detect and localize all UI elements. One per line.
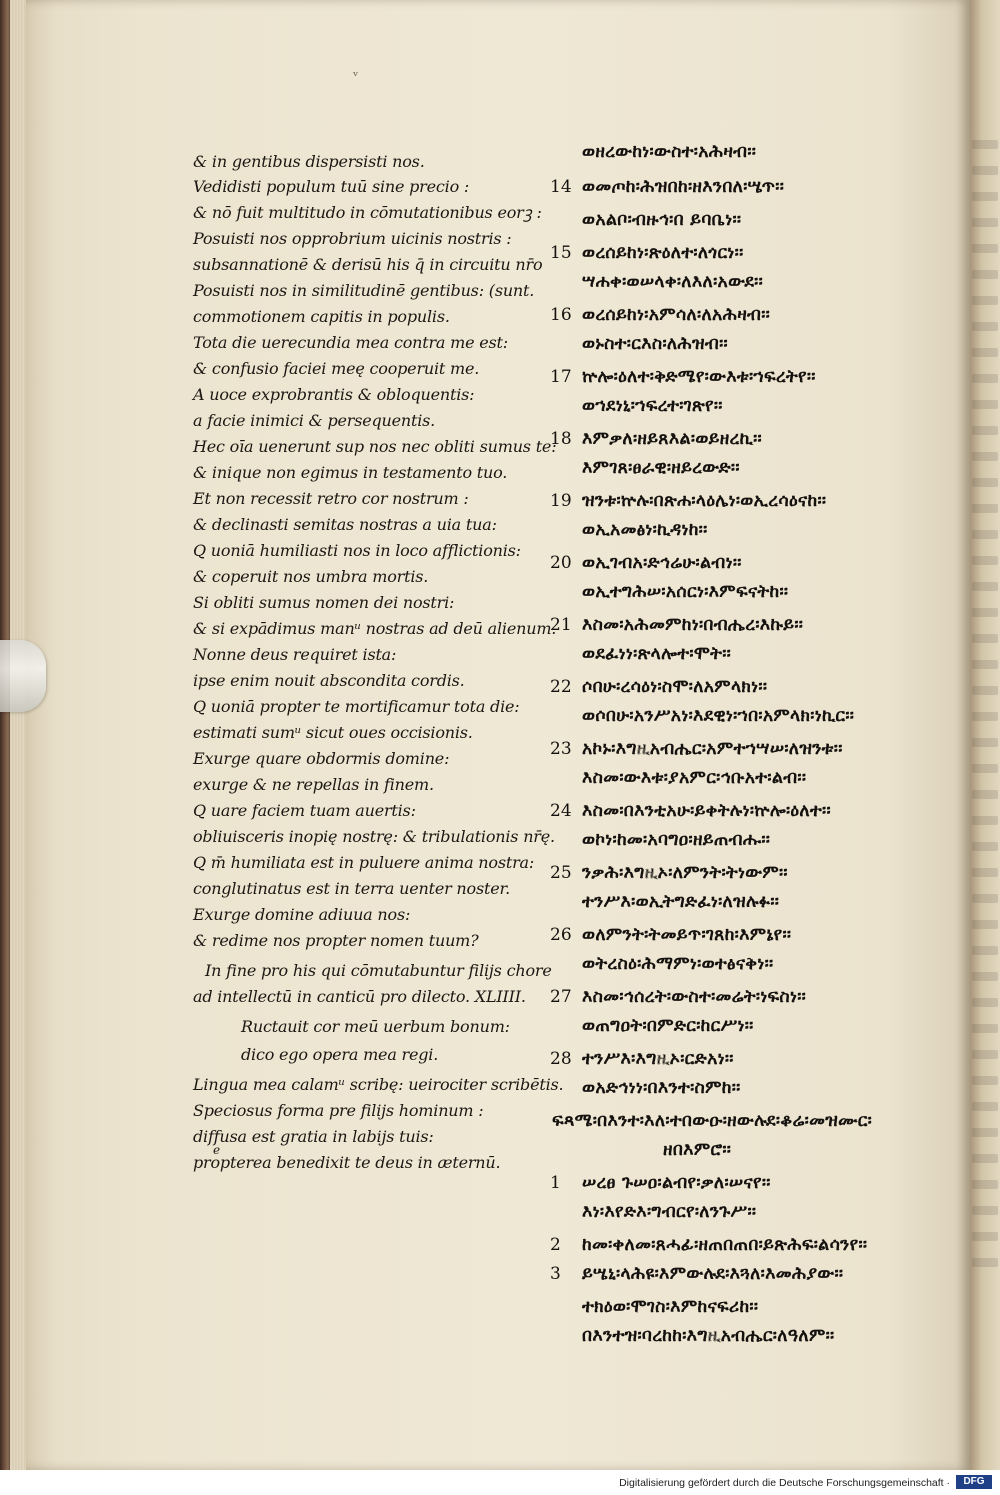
verse-number: 17 [550,367,572,387]
geez-text: ሠረፀ ጉሠዐ፡ልብየ፡ቃለ፡ሠናየ፡፡ [582,1173,771,1193]
geez-text: ወኀደነኒ፡ኀፍረተ፡ገጽየ፡፡ [582,396,723,416]
latin-line: Speciosus forma pre filijs hominum : [193,1101,484,1120]
bleed-through-mark [972,1232,998,1241]
geez-text: ዘበእምሮ፡፡ [663,1140,732,1160]
geez-text: እስመ፡አሕመምከነ፡በብሔረ፡እኩይ፡፡ [582,615,804,635]
verse-number: 1 [550,1173,561,1193]
verse-number: 15 [550,243,572,263]
latin-line: A uoce exprobrantis & obloquentis: [193,385,475,404]
bleed-through-mark [972,348,998,357]
bleed-through-mark [972,894,998,903]
latin-line: Posuisti nos opprobrium uicinis nostris : [193,229,512,248]
verse-number: 16 [550,305,572,325]
bleed-through-mark [972,998,998,1007]
bleed-through-mark [972,842,998,851]
bleed-through-mark [972,816,998,825]
bleed-through-mark [972,712,998,721]
bleed-through-mark [972,1076,998,1085]
bleed-through-mark [972,244,998,253]
latin-line: Q uare faciem tuam auertis: [193,801,416,820]
verse-number: 14 [550,177,572,197]
latin-line: estimati sumᵘ sicut oues occisionis. [193,723,473,742]
bleed-through-mark [972,1154,998,1163]
geez-text: ወሶበሁ፡አንሥአነ፡እደዊነ፡ኀበ፡አምላክ፡ነኪር፡፡ [582,706,855,726]
latin-line: Exurge quare obdormis domine: [193,749,450,768]
bleed-through-mark [972,660,998,669]
bleed-through-mark [972,790,998,799]
geez-text: እነ፡እየድእ፡ግብርየ፡ለንጉሥ፡፡ [582,1202,757,1222]
latin-line: a facie inimici & persequentis. [193,411,436,430]
latin-line: & inique non egimus in testamento tuo. [193,463,508,482]
bleed-through-mark [972,270,998,279]
geez-text: ወኢአመፅነ፡ኪዳነከ፡፡ [582,520,708,540]
bleed-through-mark [972,1050,998,1059]
geez-text: ከመ፡ቀለመ፡ጸሓፊ፡ዘጠበጠበ፡ይጽሕፍ፡ልሳንየ፡፡ [582,1235,868,1255]
bleed-through-mark [972,1258,998,1267]
latin-line: & confusio faciei meę cooperuit me. [193,359,480,378]
bleed-through-mark [972,1024,998,1033]
bleed-through-mark [972,218,998,227]
bleed-through-mark [972,582,998,591]
bleed-through-mark [972,972,998,981]
geez-text: ኵሎ፡ዕለተ፡ቅድሜየ፡ውእቱ፡ኀፍረትየ፡፡ [582,367,816,387]
latin-line: Si obliti sumus nomen dei nostri: [193,593,455,612]
verse-number: 24 [550,801,572,821]
geez-text: ዝንቱ፡ኵሉ፡በጽሐ፡ላዕሌነ፡ወኢረሳዕናከ፡፡ [582,491,827,511]
latin-line: Et non recessit retro cor nostrum : [193,489,469,508]
bleed-through-mark [972,400,998,409]
geez-text: ወረሰይከነ፡አምሳለ፡ለአሕዛብ፡፡ [582,305,771,325]
latin-line: Tota die uerecundia mea contra me est: [193,333,508,352]
latin-line: diffusa est gratia in labijs tuis: [193,1127,434,1146]
geez-text: ወደፈነነ፡ጽላሎተ፡ሞት፡፡ [582,644,732,664]
geez-text: ወኮነ፡ከመ፡አባግዐ፡ዘይጠብሑ፡፡ [582,830,771,850]
geez-text: ወአድኅነነ፡በእንተ፡ስምከ፡፡ [582,1078,741,1098]
verse-number: 28 [550,1049,572,1069]
latin-line: Exurge domine adiuua nos: [193,905,411,924]
geez-text: ተንሥእ፡ወኢትግድፈነ፡ለዝሉፉ፡፡ [582,892,780,912]
bleed-through-mark [972,920,998,929]
latin-line: Posuisti nos in similitudinē gentibus: (sunt. [193,281,535,300]
bleed-through-mark [972,738,998,747]
bleed-through-mark [972,608,998,617]
latin-line: & coperuit nos umbra mortis. [193,567,429,586]
latin-line: Q uoniā propter te mortificamur tota die: [193,697,520,716]
geez-text: ወኑስተ፡ርእስ፡ለሕዝብ፡፡ [582,334,728,354]
geez-text: ተንሥእ፡እግዚኦ፡ርድአነ፡፡ [582,1049,734,1069]
bleed-through-mark [972,452,998,461]
verse-number: 23 [550,739,572,759]
geez-text: እምቃለ፡ዘይጸእል፡ወይዘረኪ፡፡ [582,429,762,449]
verse-number: 25 [550,863,572,883]
geez-text: እስመ፡ውእቱ፡ያአምር፡ኅቡአተ፡ልብ፡፡ [582,768,807,788]
verse-number: 2 [550,1235,561,1255]
geez-text: ወአልቦ፡ብዙኅ፡በ ይባቤነ፡፡ [582,210,742,230]
verse-number: 20 [550,553,572,573]
bleed-through-mark [972,634,998,643]
geez-text: ወኢተግሕሠ፡አሰርነ፡እምፍናትከ፡፡ [582,582,789,602]
latin-line: & si expādimus manᵘ nostras ad deū alienum. [193,619,557,638]
latin-line: ipse enim nouit abscondita cordis. [193,671,465,690]
latin-line: & in gentibus dispersisti nos. [193,152,425,171]
footer-credit: Digitalisierung gefördert durch die Deutsche Forschungsgemeinschaft · [619,1477,950,1489]
geez-text: ወለምንት፡ትመይጥ፡ገጸከ፡እምኔየ፡፡ [582,925,792,945]
geez-text: እምገጸ፡ፀራዊ፡ዘይረውድ፡፡ [582,458,740,478]
page-clip [0,640,46,712]
bleed-through-mark [972,1128,998,1137]
geez-text: ተክዕወ፡ሞገስ፡እምከናፍሪከ፡፡ [582,1297,759,1317]
verse-number: 18 [550,429,572,449]
bleed-through-mark [972,426,998,435]
latin-line: In fine pro his qui cōmutabuntur filijs chore [205,961,552,980]
footer-bar [0,1470,1000,1495]
bleed-through-mark [972,1180,998,1189]
verse-number: 21 [550,615,572,635]
latin-line: ad intellectū in canticū pro dilecto. XLIIII. [193,987,526,1006]
geez-text: አኮኑ፡እግዚአብሔር፡አምተኀሣሠ፡ለዝንቱ፡፡ [582,739,843,759]
latin-line: Q uoniā humiliasti nos in loco afflictionis: [193,541,521,560]
latin-line: & nō fuit multitudo in cōmutationibus eorꝫ : [193,203,542,222]
bleed-through-mark [972,764,998,773]
bleed-through-mark [972,1102,998,1111]
latin-line: propterea benedixit te deus in æternū. [193,1153,501,1172]
latin-line: commotionem capitis in populis. [193,307,450,326]
bleed-through-mark [972,556,998,565]
decorative-mark: ᵥ [353,64,359,80]
dfg-logo: DFG [956,1475,992,1489]
geez-text: ሣሐቀ፡ወሠላቀ፡ለእለ፡አውደ፡፡ [582,272,764,292]
bleed-through-mark [972,478,998,487]
verse-number: 3 [550,1264,561,1284]
verse-number: 27 [550,987,572,1007]
geez-text: በእንተዝ፡ባረከከ፡እግዚአብሔር፡ለዓለም፡፡ [582,1326,835,1346]
latin-line: subsannationē & derisū his q̄ in circuitu nr̄o [193,255,543,274]
geez-text: ወዘረውከነ፡ውስተ፡አሕዛብ፡፡ [582,142,757,162]
latin-line: obliuisceris inopię nostrę: & tribulationis nr̄ę. [193,827,555,846]
bleed-through-mark [972,322,998,331]
latin-line: conglutinatus est in terra uenter noster. [193,879,511,898]
latin-line: Hec oīa uenerunt sup nos nec obliti sumus te: [193,437,557,456]
verse-number: 22 [550,677,572,697]
bleed-through-mark [972,166,998,175]
geez-text: ንቃሕ፡እግዚኦ፡ለምንት፡ትነውም፡፡ [582,863,788,883]
latin-line: Vedidisti populum tuū sine precio : [193,177,470,196]
geez-text: ፍጻሜ፡በእንተ፡እለ፡ተበውዑ፡ዘውሉደ፡ቆሬ፡መዝሙር፡ [552,1111,873,1131]
latin-line: & redime nos propter nomen tuum? [193,931,479,950]
bleed-through-mark [972,946,998,955]
latin-line: Nonne deus requiret ista: [193,645,397,664]
initial-letter: e [213,1143,221,1157]
geez-text: እስመ፡ኅሰረት፡ውስተ፡መሬት፡ነፍስነ፡፡ [582,987,807,1007]
latin-line: Lingua mea calamᵘ scribę: ueirociter scribētis. [193,1075,564,1094]
facing-page-sliver [970,0,1000,1470]
geez-text: ወጠግዐት፡በምድር፡ከርሥነ፡፡ [582,1016,754,1036]
bleed-through-mark [972,686,998,695]
bleed-through-mark [972,868,998,877]
geez-text: እስመ፡በእንቲአሁ፡ይቀትሉነ፡ኵሎ፡ዕለተ፡፡ [582,801,831,821]
latin-line: Ructauit cor meū uerbum bonum: [241,1017,510,1036]
bleed-through-mark [972,192,998,201]
latin-line: dico ego opera mea regi. [241,1045,439,1064]
bleed-through-mark [972,530,998,539]
verse-number: 19 [550,491,572,511]
bleed-through-mark [972,504,998,513]
latin-line: & declinasti semitas nostras a uia tua: [193,515,497,534]
latin-line: exurge & ne repellas in finem. [193,775,434,794]
bleed-through-mark [972,140,998,149]
bleed-through-mark [972,1206,998,1215]
geez-text: ወመጦከ፡ሕዝበከ፡ዘእንበለ፡ሤጥ፡፡ [582,177,785,197]
geez-text: ሶበሁ፡ረሳዕነ፡ስሞ፡ለአምላክነ፡፡ [582,677,768,697]
geez-text: ወትረስዕ፡ሕማምነ፡ወተፅናቅነ፡፡ [582,954,774,974]
latin-line: Q m̄ humiliata est in puluere anima nostra: [193,853,535,872]
geez-text: ይሤኒ፡ላሕዩ፡እምውሉደ፡እጓለ፡እመሕያው፡፡ [582,1264,844,1284]
verse-number: 26 [550,925,572,945]
geez-text: ወረሰይከነ፡ጽዕለተ፡ለጎርነ፡፡ [582,243,744,263]
bleed-through-mark [972,374,998,383]
geez-text: ወኢገብአ፡ድኅሬሁ፡ልብነ፡፡ [582,553,742,573]
bleed-through-mark [972,296,998,305]
